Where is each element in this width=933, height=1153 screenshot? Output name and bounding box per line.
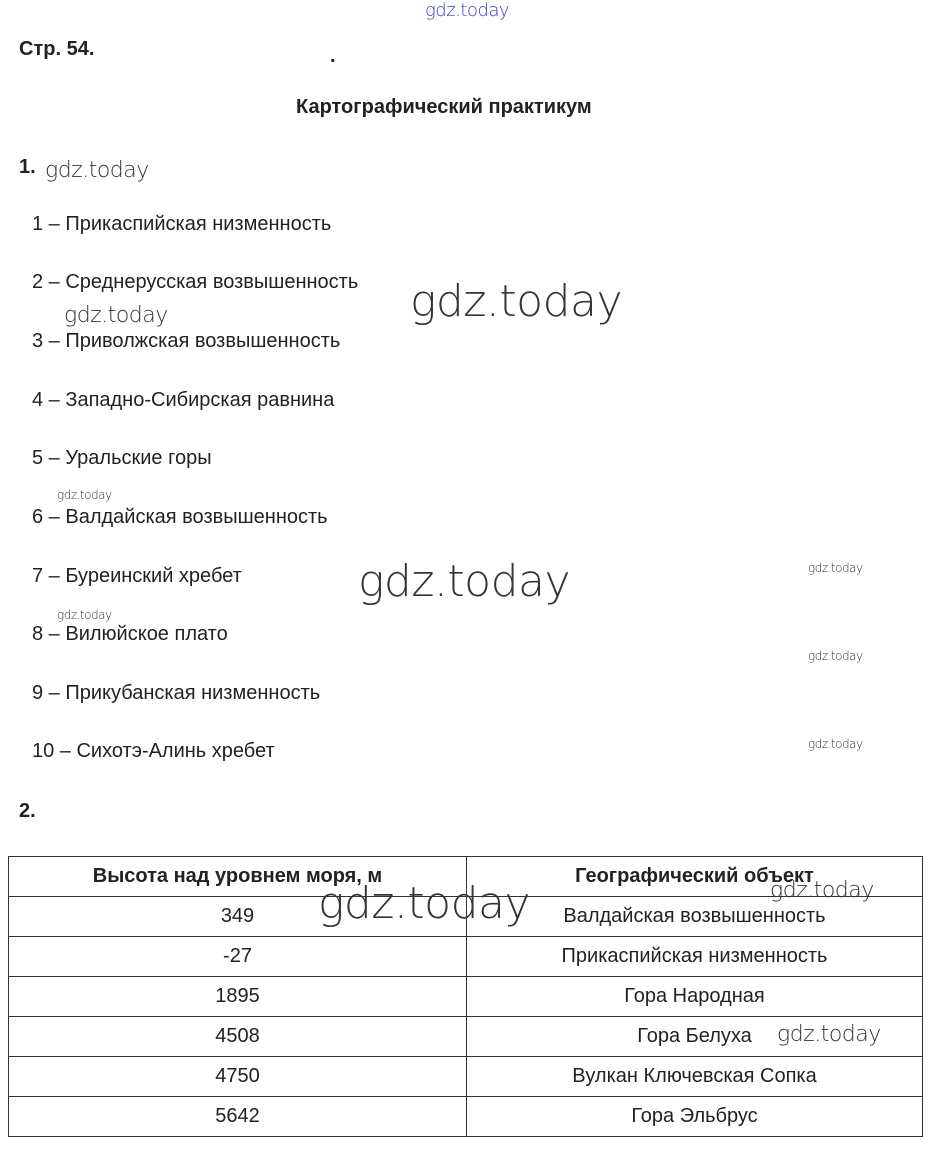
watermark: gdz.today: [808, 561, 863, 575]
cell-object: Гора Эльбрус: [467, 1097, 923, 1137]
column-header: Высота над уровнем моря, м: [9, 857, 467, 897]
watermark: gdz.today: [318, 878, 531, 929]
cell-object: Гора Народная: [467, 977, 923, 1017]
table-row: [9, 1057, 923, 1097]
list-item: 4 – Западно-Сибирская равнина: [32, 389, 335, 411]
cell-object: Гора Белуха: [467, 1017, 923, 1057]
task1-number: 1.: [19, 156, 36, 178]
list-item: 10 – Сихотэ-Алинь хребет: [32, 740, 275, 762]
watermark: gdz.today: [770, 878, 874, 903]
cell-height: 1895: [9, 977, 467, 1017]
table-row: [9, 977, 923, 1017]
list-item: 2 – Среднерусская возвышенность: [32, 271, 359, 293]
page-number: Стр. 54.: [19, 38, 95, 60]
watermark: gdz.today: [777, 1022, 881, 1047]
list-item: 5 – Уральские горы: [32, 447, 212, 469]
table-row: [9, 1097, 923, 1137]
task2-number: 2.: [19, 800, 36, 822]
dot: .: [330, 45, 336, 67]
watermark: gdz.today: [57, 608, 112, 622]
list-item: 6 – Валдайская возвышенность: [32, 506, 328, 528]
list-item: 1 – Прикаспийская низменность: [32, 213, 332, 235]
watermark: gdz.today: [808, 649, 863, 663]
cell-object: Прикаспийская низменность: [467, 937, 923, 977]
watermark: gdz.today: [64, 303, 168, 328]
cell-object: Валдайская возвышенность: [467, 897, 923, 937]
table-row: [9, 937, 923, 977]
cell-height: 4750: [9, 1057, 467, 1097]
watermark: gdz.today: [808, 737, 863, 751]
cell-height: 349: [9, 897, 467, 937]
cell-object: Вулкан Ключевская Сопка: [467, 1057, 923, 1097]
cell-height: -27: [9, 937, 467, 977]
watermark: gdz.today: [410, 276, 623, 327]
list-item: 7 – Буреинский хребет: [32, 565, 242, 587]
watermark: gdz.today: [45, 158, 149, 183]
cell-height: 5642: [9, 1097, 467, 1137]
watermark: gdz.today: [57, 488, 112, 502]
watermark: gdz.today: [358, 556, 571, 607]
list-item: 3 – Приволжская возвышенность: [32, 330, 341, 352]
list-item: 8 – Вилюйское плато: [32, 623, 228, 645]
watermark: gdz.today: [425, 0, 510, 21]
cell-height: 4508: [9, 1017, 467, 1057]
column-header: Географический объект: [467, 857, 923, 897]
list-item: 9 – Прикубанская низменность: [32, 682, 321, 704]
page-title: Картографический практикум: [296, 96, 592, 118]
